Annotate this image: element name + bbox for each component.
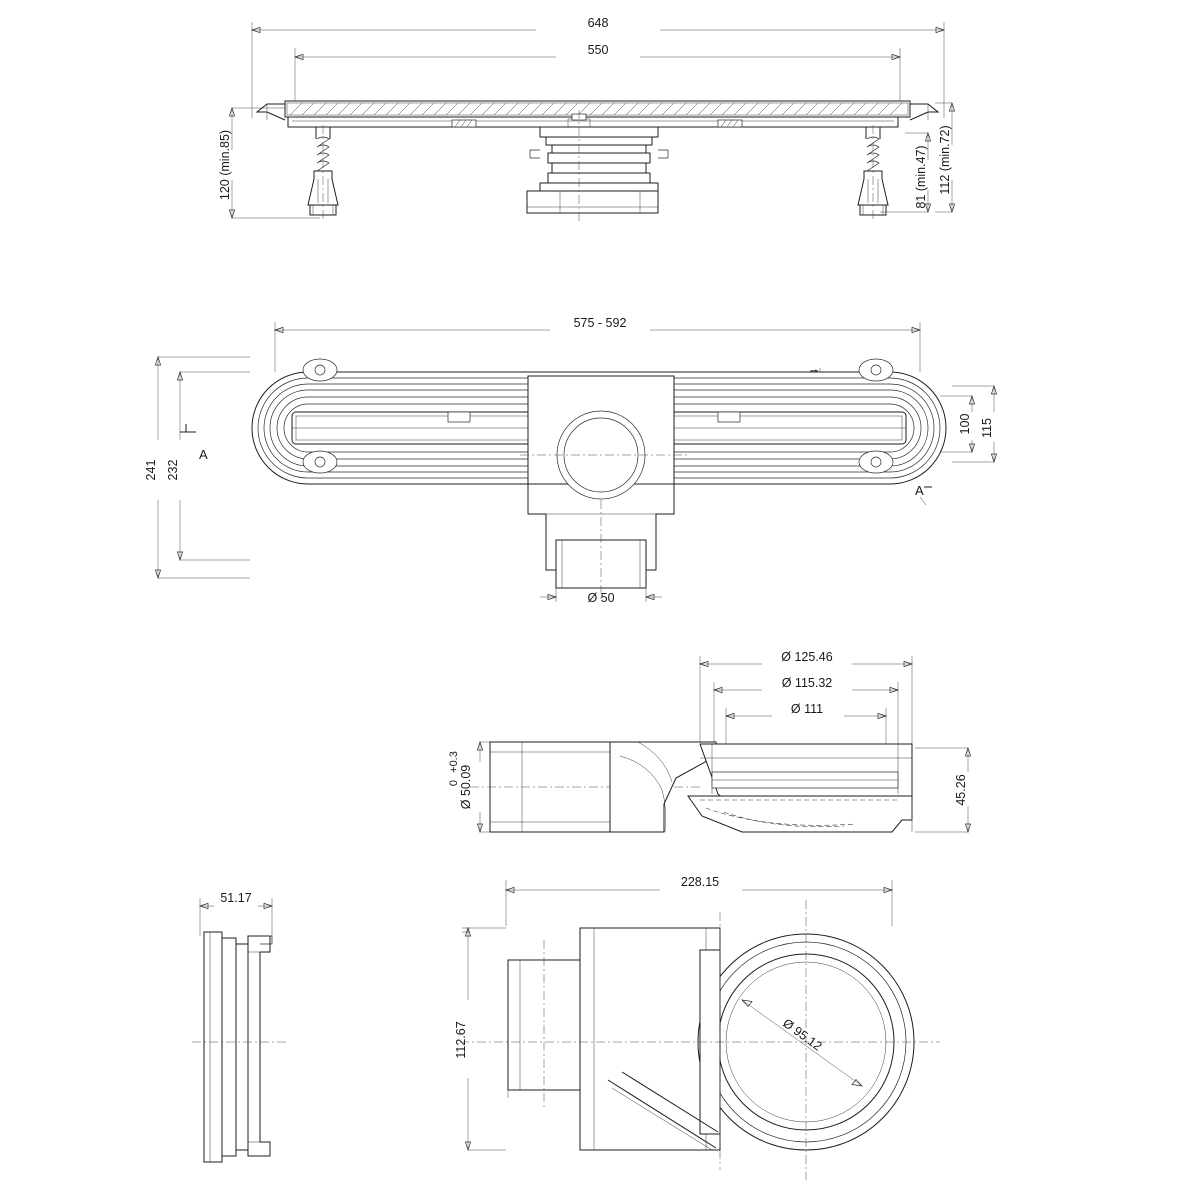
outlet-side-view (192, 891, 286, 1162)
dim-height-left: 120 (min.85) (218, 129, 232, 201)
dim-pipe-diameter: Ø 50.09 (459, 764, 473, 810)
dim-overall-length: 648 (587, 16, 609, 30)
outlet-plan-view (454, 875, 940, 1180)
outlet-section-view (448, 650, 971, 832)
grate-plate (257, 101, 938, 127)
dim-side-width: 51.17 (220, 891, 252, 905)
dim-plan-width-outer: 241 (144, 459, 158, 481)
section-mark-right (915, 483, 932, 505)
dim-plan-width-inner: 100 (958, 413, 972, 435)
dim-plan-width-mid: 115 (980, 418, 994, 438)
outlet-plan-geometry (460, 900, 940, 1180)
adjustable-leg-left (308, 125, 338, 222)
section-label-right: A (915, 483, 924, 498)
outlet-housing-plan (520, 376, 690, 600)
dim-outlet-height: 45.26 (954, 774, 968, 806)
dim-height-right-inner: 81 (min.47) (914, 145, 928, 209)
dim-plan-length-range: 575 - 592 (573, 316, 627, 330)
dim-outlet-diameter: Ø 50 (587, 591, 615, 605)
dim-bore-diameter: Ø 95.12 (780, 1016, 825, 1054)
outlet-side-geometry (192, 932, 286, 1162)
dim-flange-inner: Ø 111 (790, 702, 824, 716)
dim-plan-outlet-depth: 112.67 (454, 1021, 468, 1059)
section-view-top (218, 16, 955, 222)
dim-pipe-tolerance-lower: 0 (448, 779, 460, 787)
dim-plan-outlet-length: 228.15 (680, 875, 720, 889)
dim-height-right-outer: 112 (min.72) (938, 125, 952, 195)
outlet-geometry-section (470, 742, 912, 832)
dim-flange-mid: Ø 115.32 (781, 676, 833, 690)
section-mark-left (180, 424, 208, 462)
outlet-body-section (527, 110, 668, 222)
plan-view (144, 316, 997, 605)
dim-grate-length: 550 (587, 43, 609, 57)
dim-flange-outer: Ø 125.46 (781, 650, 833, 664)
section-label-left: A (199, 447, 208, 462)
dim-plan-width-body: 232 (166, 459, 180, 481)
adjustable-leg-right (858, 125, 888, 222)
dim-pipe-tolerance-upper: +0.3 (448, 751, 460, 773)
